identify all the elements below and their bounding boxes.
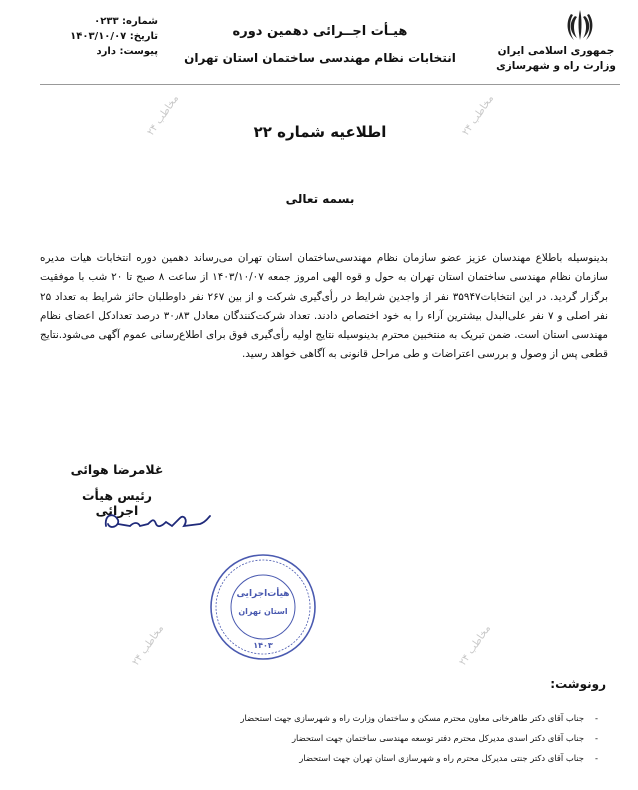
- signatory-position: رئیس هیأت اجرائی: [81, 488, 153, 518]
- stamp-line1: هیأت‌اجرایی: [236, 589, 290, 599]
- watermark: مخاطب ۲۴: [130, 623, 167, 668]
- cc-item: - جناب آقای دکتر طاهرخانی معاون محترم مسکن و ساختمان وزارت راه و شهرسازی جهت استحضار: [138, 708, 598, 728]
- signature-image: [100, 504, 215, 540]
- cc-item: - جناب آقای دکتر جنتی مدیرکل محترم راه و شهرسازی استان تهران جهت استحضار: [138, 748, 598, 768]
- cc-item: - جناب آقای دکتر اسدی مدیرکل محترم دفتر توسعه مهندسی ساختمان جهت استحضار: [138, 728, 598, 748]
- ministry-line1: جمهوری اسلامی ایران: [497, 45, 615, 57]
- stamp-line2: استان تهران: [238, 607, 288, 616]
- stamp-year: ۱۴۰۳: [253, 641, 273, 650]
- signatory-name: غلامرضا هوائی: [70, 462, 164, 477]
- header-divider: [40, 84, 620, 85]
- watermark: مخاطب ۲۴: [457, 623, 494, 668]
- ministry-block: [486, 44, 626, 74]
- letter-meta: [48, 14, 158, 59]
- bismillah: بسمه تعالی: [285, 192, 355, 206]
- official-stamp: [208, 552, 318, 662]
- letter-number: شماره: ۰۲۳۳: [94, 16, 158, 27]
- letter-date: تاریخ: ۱۴۰۳/۱۰/۰۷: [70, 31, 158, 42]
- letter-attachment: پیوست: دارد: [96, 46, 158, 57]
- watermark: مخاطب ۲۴: [145, 93, 182, 138]
- announcement-body: بدینوسیله باطلاع مهندسان عزیز عضو سازمان نظام مهندسی‌ساختمان استان تهران می‌رساند دهمین دوره انتخابات هیات مدیره سازمان نظام مهندسی ساختمان استان تهران به حول و قوه الهی امروز جمعه ۱۴۰۳/۱۰/۰۷ از ساعت ۸ صبح تا ۲۰ شب با موفقیت برگزار گردید. در این انتخابات۳۵۹۴۷ نفر از واجدین شرایط در رأی‌گیری شرکت و از بین ۲۶۷ نفر داوطلبان حائز شرایط به تعداد ۲۵ نفر اصلی و ۷ نفر علی‌البدل بیشترین آراء را به خود اختصاص دادند. تعداد شرکت‌کنندگان معادل ۳۰٫۸۳ درصد تعدادکل اعضای نظام مهندسی استان است. ضمن تبریک به منتخبین محترم بدینوسیله نتایج اولیه رأی‌گیری فوق برای اطلاع‌رسانی عموم آگهی می‌شود.نتایج قطعی پس از وصول و بررسی اعتراضات و طی مراحل قانونی به آگاهی خواهد رسید.: [40, 252, 609, 361]
- watermark: مخاطب ۲۴: [460, 93, 497, 138]
- board-title: هیـأت اجــرائی دهمین دوره: [232, 24, 408, 39]
- election-title: انتخابات نظام مهندسی ساختمان استان تهران: [184, 51, 456, 65]
- iran-emblem-icon: [565, 8, 595, 42]
- cc-list: [138, 708, 598, 768]
- ministry-line2: وزارت راه و شهرسازی: [496, 60, 616, 72]
- cc-title: رونوشت:: [550, 677, 606, 691]
- header-titles: [180, 22, 460, 68]
- announcement-title: اطلاعیه شماره ۲۲: [253, 123, 387, 141]
